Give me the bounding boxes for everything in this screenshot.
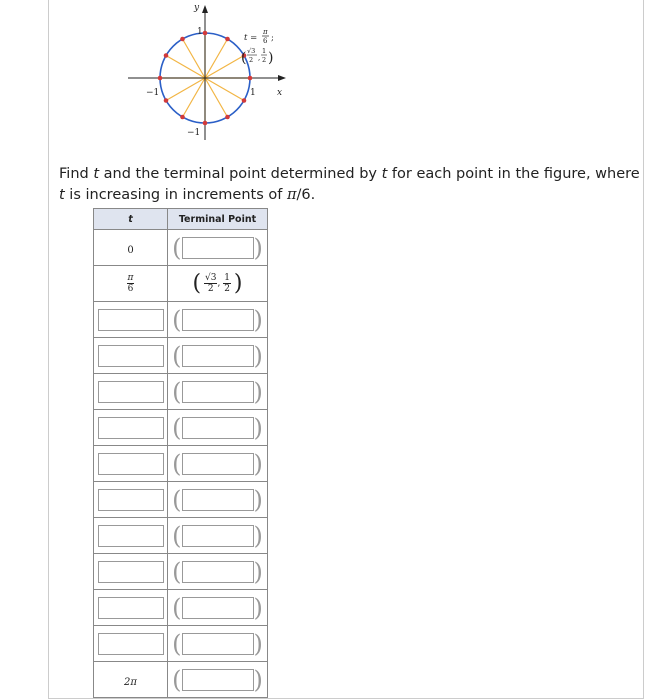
instruction-part: /6.: [296, 187, 316, 203]
paren-close: ): [253, 521, 263, 550]
paren-close: ): [253, 377, 263, 406]
y-axis-arrow: [202, 5, 208, 13]
instruction-var-t: t: [93, 166, 100, 182]
terminal-point-input[interactable]: [182, 417, 254, 439]
x-axis-label: x: [277, 88, 283, 98]
table-row: [94, 590, 268, 626]
frac-den: 6: [127, 284, 134, 294]
paren-close: ): [253, 629, 263, 658]
table-row: [94, 302, 268, 338]
table-row: [94, 518, 268, 554]
t-input[interactable]: [98, 453, 164, 475]
paren-open: (: [172, 629, 182, 658]
y-tick-1: 1: [197, 27, 203, 37]
y-axis-label: y: [194, 3, 200, 13]
t-input[interactable]: [98, 309, 164, 331]
paren-open: (: [172, 233, 182, 262]
table-row: [94, 482, 268, 518]
t-input[interactable]: [98, 597, 164, 619]
table-row: [94, 410, 268, 446]
frac-num: π: [127, 273, 134, 283]
annotation-t: t =: [244, 33, 258, 43]
t-value: 2π: [124, 677, 137, 688]
frac-num: √3: [205, 273, 217, 283]
annotation-y-den: 2: [262, 56, 267, 64]
t-input[interactable]: [98, 381, 164, 403]
paren-close: ): [253, 485, 263, 514]
terminal-point-input[interactable]: [182, 453, 254, 475]
paren-open: (: [172, 377, 182, 406]
annotation-comma: ,: [258, 54, 261, 62]
paren-close: ): [253, 233, 263, 262]
table-row: [94, 338, 268, 374]
t-input[interactable]: [98, 345, 164, 367]
annotation-t-suffix: ;: [271, 33, 274, 43]
t-input[interactable]: [98, 561, 164, 583]
table-row: [94, 266, 268, 302]
annotation-t-den: 6: [263, 37, 268, 45]
x-axis-arrow: [278, 75, 286, 81]
paren-open: (: [172, 521, 182, 550]
paren-open: (: [172, 413, 182, 442]
terminal-point-input[interactable]: [182, 237, 254, 259]
instruction-part: is increasing in increments of: [64, 187, 287, 203]
frac-den: 2: [224, 284, 230, 294]
paren-close: ): [253, 413, 263, 442]
terminal-point-input[interactable]: [182, 381, 254, 403]
terminal-point-input[interactable]: [182, 525, 254, 547]
y-tick-neg1: −1: [187, 128, 201, 138]
annotation-paren-close: ): [268, 50, 274, 66]
paren-close: ): [253, 449, 263, 478]
table-row: [94, 662, 268, 698]
x-tick-neg1: −1: [146, 88, 160, 98]
paren-open: (: [172, 665, 182, 694]
paren-open: (: [192, 271, 202, 296]
instruction-var-t: t: [59, 187, 65, 203]
paren-close: ): [253, 665, 263, 694]
terminal-point-input[interactable]: [182, 345, 254, 367]
table-row: [94, 446, 268, 482]
t-input[interactable]: [98, 417, 164, 439]
comma: ,: [217, 278, 221, 289]
t-fraction: [127, 273, 135, 294]
table-row: [94, 374, 268, 410]
terminal-point-input[interactable]: [182, 669, 254, 691]
paren-close: ): [233, 271, 243, 296]
header-terminal-point: Terminal Point: [168, 209, 268, 230]
t-value: 0: [127, 245, 134, 256]
t-input[interactable]: [98, 633, 164, 655]
instruction-var-t: t: [381, 166, 388, 182]
terminal-point-input[interactable]: [182, 633, 254, 655]
instruction-pi: π: [286, 187, 297, 203]
instruction-text: [59, 164, 649, 206]
terminal-point-fixed: [192, 271, 243, 296]
annotation-x-num: √3: [247, 47, 256, 55]
table-row: [94, 626, 268, 662]
terminal-point-input[interactable]: [182, 489, 254, 511]
terminal-point-input[interactable]: [182, 309, 254, 331]
unit-circle-figure: [120, 0, 300, 150]
paren-close: ): [253, 305, 263, 334]
instruction-part: for each point in the figure, where: [387, 166, 640, 182]
paren-open: (: [172, 485, 182, 514]
frac-num: 1: [224, 273, 230, 283]
x-tick-1: 1: [250, 88, 256, 98]
paren-open: (: [172, 341, 182, 370]
answer-table: [93, 208, 268, 698]
terminal-point-input[interactable]: [182, 561, 254, 583]
instruction-part: and the terminal point determined by: [99, 166, 382, 182]
annotation-x-den: 2: [249, 56, 254, 64]
annotation-y-num: 1: [262, 47, 267, 55]
paren-close: ): [253, 341, 263, 370]
frac-den: 2: [207, 284, 214, 294]
paren-close: ): [253, 557, 263, 586]
paren-open: (: [172, 449, 182, 478]
terminal-point-input[interactable]: [182, 597, 254, 619]
t-input[interactable]: [98, 525, 164, 547]
header-t: t: [94, 209, 168, 230]
instruction-part: Find: [59, 166, 94, 182]
paren-open: (: [172, 557, 182, 586]
x-fraction: [204, 273, 217, 294]
annotation-t-num: π: [263, 28, 268, 36]
table-row: [94, 230, 268, 266]
paren-open: (: [172, 593, 182, 622]
paren-open: (: [172, 305, 182, 334]
paren-close: ): [253, 593, 263, 622]
y-fraction: [223, 273, 231, 294]
table-row: [94, 554, 268, 590]
t-input[interactable]: [98, 489, 164, 511]
annotation-paren-open: (: [241, 50, 247, 66]
